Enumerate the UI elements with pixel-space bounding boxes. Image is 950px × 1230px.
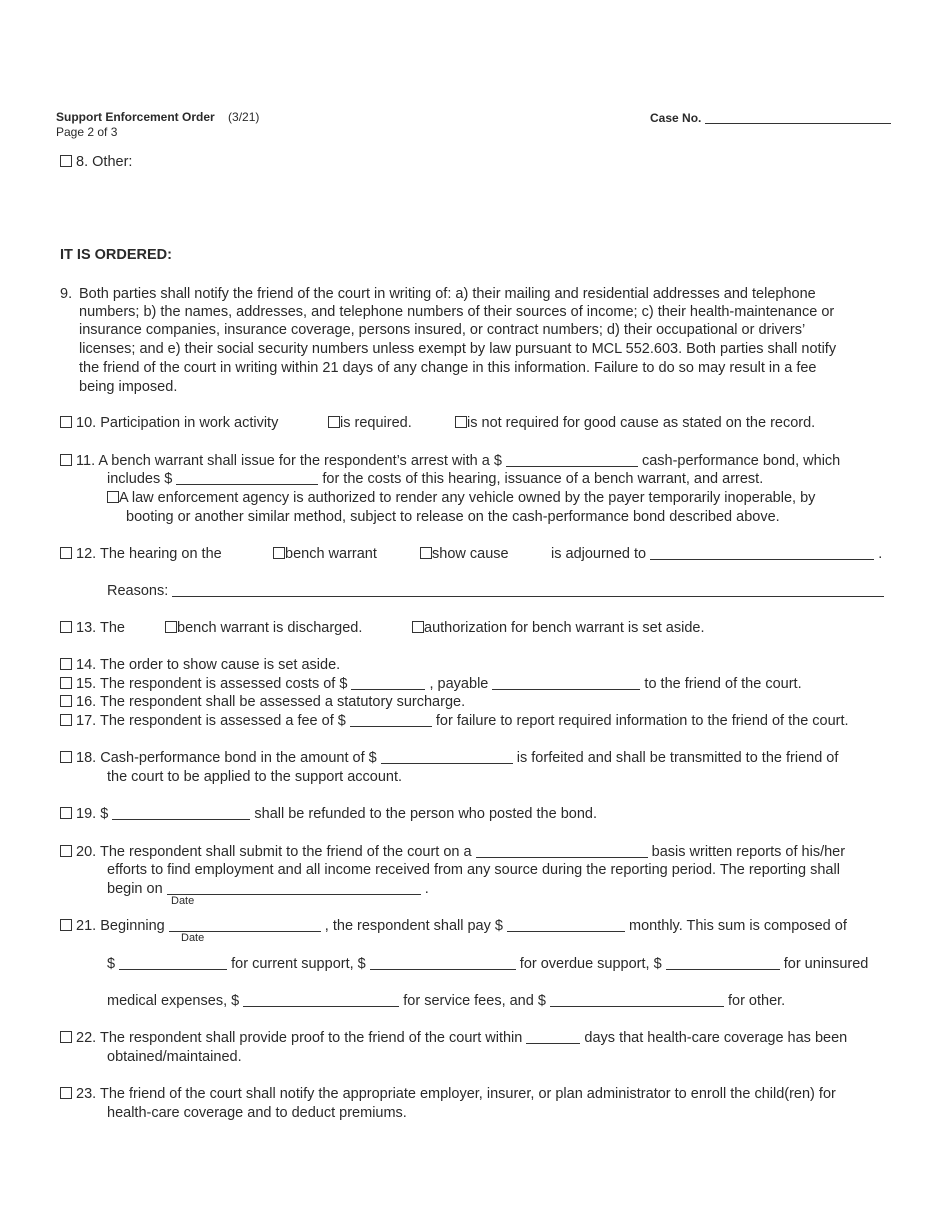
item-10-required-checkbox[interactable] [328,416,340,428]
case-number-row [650,110,891,125]
item-11-sub-line-2: booting or another similar method, subject to release on the cash-performance bond described above. [126,509,780,525]
item-9-line-6: being imposed. [79,379,178,395]
item-8-checkbox[interactable] [60,155,72,167]
item-12-option-bench [273,545,377,563]
item-21-row-3 [107,992,785,1010]
item-13-option-set-aside [412,619,704,637]
bond-amount-field[interactable] [506,453,638,467]
form-version: (3/21) [228,110,260,124]
monthly-amount-field[interactable] [507,918,625,932]
item-20-number: 20. [76,844,97,860]
item-21-text-c: monthly. This sum is composed of [629,918,847,934]
item-17-number: 17. [76,713,97,729]
item-16 [60,693,465,711]
item-11-number: 11. [76,453,96,469]
item-21-medical-label: medical expenses, $ [107,993,240,1009]
page-number: Page 2 of 3 [56,125,118,139]
item-15-text-a: The respondent is assessed costs of $ [99,676,348,692]
item-17-checkbox[interactable] [60,714,72,726]
item-13-option-discharged [165,619,362,637]
item-12-show-cause-label: show cause [432,546,509,562]
current-support-field[interactable] [119,956,227,970]
item-19-dollar: $ [100,806,109,822]
item-17-text-b: for failure to report required information to the friend of the court. [435,713,849,729]
item-13-checkbox[interactable] [60,621,72,633]
item-12-checkbox[interactable] [60,547,72,559]
item-20-line-2: efforts to find employment and all income received from any source during the reporting period. The reporting shall [107,862,840,878]
item-18-line-2: the court to be applied to the support account. [107,769,403,785]
item-12-bench-label: bench warrant [285,546,377,562]
item-17 [60,712,849,730]
item-10-option-not-required [455,414,815,432]
item-15-text-c: to the friend of the court. [644,676,802,692]
item-11-checkbox[interactable] [60,454,72,466]
item-18-number: 18. [76,750,97,766]
item-13-set-aside-label: authorization for bench warrant is set aside. [424,620,705,636]
item-12-option-show-cause [420,545,509,563]
report-basis-field[interactable] [476,844,648,858]
item-21-other-label: for other. [727,993,786,1009]
payable-field[interactable] [492,676,640,690]
header-form-title-row [56,110,259,124]
item-23-line-2: health-care coverage and to deduct premiums. [107,1105,407,1121]
ordered-heading: IT IS ORDERED: [60,247,172,263]
item-22 [60,1029,847,1047]
item-20-checkbox[interactable] [60,845,72,857]
item-21-uninsured-label: for uninsured [783,956,869,972]
item-22-text-b: days that health-care coverage has been [584,1030,848,1046]
item-11-line-2b: for the costs of this hearing, issuance of a bench warrant, and arrest. [322,471,764,487]
item-14 [60,656,340,674]
item-16-checkbox[interactable] [60,695,72,707]
item-21-current-label: for current support, $ [231,956,366,972]
payment-begin-date-field[interactable] [169,918,321,932]
item-12-bench-checkbox[interactable] [273,547,285,559]
item-21-row-2 [107,955,868,973]
item-9-line-4: licenses; and e) their social security numbers unless exempt by law pursuant to MCL 552.603. Both parties shall notify [79,341,837,357]
item-19 [60,805,597,823]
item-20-begin-label: begin on [107,881,163,897]
item-9-line-2: numbers; b) the names, addresses, and telephone numbers of their sources of income; c) their health-maintenance or [79,304,835,320]
item-14-checkbox[interactable] [60,658,72,670]
item-21-date-caption: Date [181,932,205,944]
item-21-service-label: for service fees, and $ [403,993,546,1009]
overdue-support-field[interactable] [370,956,516,970]
case-number-field[interactable] [705,110,891,124]
item-13-text: The [99,620,125,636]
item-22-checkbox[interactable] [60,1031,72,1043]
report-begin-date-field[interactable] [167,881,421,895]
item-20-line-3 [107,880,429,898]
item-12-show-cause-checkbox[interactable] [420,547,432,559]
item-10-not-required-label: is not required for good cause as stated on the record. [467,415,816,431]
item-21 [60,917,847,935]
item-10-number: 10. [76,415,97,431]
item-12 [60,545,222,563]
item-14-number: 14. [76,657,97,673]
item-16-text: The respondent shall be assessed a statutory surcharge. [99,694,466,710]
item-11-sub [107,489,815,507]
item-11-line-2 [107,470,763,488]
item-10-not-required-checkbox[interactable] [455,416,467,428]
item-10-option-required [328,414,412,432]
proof-days-field[interactable] [526,1030,580,1044]
item-21-beginning-label: Beginning [100,918,165,934]
item-9-number: 9. [60,286,73,302]
item-23 [60,1085,836,1103]
item-22-number: 22. [76,1030,97,1046]
item-11-line-1b: cash-performance bond, which [641,453,841,469]
item-11-sub-line-1: A law enforcement agency is authorized to render any vehicle owned by the payer temporarily inoperable, by [119,490,816,506]
item-18-checkbox[interactable] [60,751,72,763]
item-18-text-a: Cash-performance bond in the amount of $ [100,750,377,766]
item-10-text: Participation in work activity [100,415,279,431]
forfeited-bond-field[interactable] [381,750,513,764]
item-21-overdue-label: for overdue support, $ [519,956,662,972]
item-23-text-a: The friend of the court shall notify the appropriate employer, insurer, or plan administrator to enroll the child(ren) for [99,1086,836,1102]
item-15-checkbox[interactable] [60,677,72,689]
case-label: Case No. [650,111,702,125]
reasons-label: Reasons: [107,583,169,599]
item-15-text-b: , payable [429,676,489,692]
item-10-checkbox[interactable] [60,416,72,428]
item-20-period: . [424,881,429,897]
item-21-text-b: , the respondent shall pay $ [324,918,503,934]
item-23-checkbox[interactable] [60,1087,72,1099]
other-amount-field[interactable] [550,993,724,1007]
item-19-text: shall be refunded to the person who posted the bond. [254,806,597,822]
medical-expenses-field[interactable] [243,993,399,1007]
item-11 [60,452,840,470]
item-11-line-1a: A bench warrant shall issue for the respondent’s arrest with a $ [98,453,502,469]
item-17-text-a: The respondent is assessed a fee of $ [99,713,346,729]
item-16-number: 16. [76,694,97,710]
item-12-reasons [107,582,884,600]
item-20-date-caption: Date [171,895,195,907]
item-13-number: 13. [76,620,97,636]
item-15-number: 15. [76,676,97,692]
item-9-line-1: Both parties shall notify the friend of the court in writing of: a) their mailing and residential addresses and telephone [79,286,816,302]
item-18 [60,749,838,767]
fee-amount-field[interactable] [350,713,432,727]
item-9-line-3: insurance companies, insurance coverage, persons insured, or contract numbers; d) their occupational or drivers’ [79,322,806,338]
item-18-text-b: is forfeited and shall be transmitted to the friend of [516,750,839,766]
item-15 [60,675,802,693]
reasons-field[interactable] [172,583,884,597]
item-11-sub-checkbox[interactable] [107,491,119,503]
uninsured-field[interactable] [666,956,780,970]
item-12-period: . [878,546,883,562]
item-21-dollar: $ [107,956,116,972]
item-10-required-label: is required. [340,415,412,431]
item-11-line-2a: includes $ [107,471,173,487]
form-title: Support Enforcement Order [56,110,215,124]
item-13 [60,619,125,637]
item-22-line-2: obtained/maintained. [107,1049,242,1065]
item-8 [60,153,132,171]
adjourned-date-field[interactable] [650,546,874,560]
item-19-checkbox[interactable] [60,807,72,819]
item-20 [60,843,845,861]
item-12-adjourned-label: is adjourned to [551,546,647,562]
item-8-number: 8. [76,154,89,170]
item-12-number: 12. [76,546,97,562]
item-20-text-b: basis written reports of his/her [651,844,846,860]
costs-amount-field[interactable] [351,676,425,690]
item-13-discharged-label: bench warrant is discharged. [177,620,363,636]
item-19-number: 19. [76,806,97,822]
item-20-text-a: The respondent shall submit to the friend of the court on a [99,844,472,860]
item-22-text-a: The respondent shall provide proof to the friend of the court within [99,1030,523,1046]
item-12-adjourned [551,545,882,563]
item-8-text: Other: [92,154,133,170]
item-14-text: The order to show cause is set aside. [99,657,341,673]
item-13-set-aside-checkbox[interactable] [412,621,424,633]
hearing-costs-field[interactable] [176,471,318,485]
item-13-discharged-checkbox[interactable] [165,621,177,633]
item-21-number: 21. [76,918,97,934]
item-21-checkbox[interactable] [60,919,72,931]
refund-amount-field[interactable] [112,806,250,820]
item-10 [60,414,278,432]
item-23-number: 23. [76,1086,97,1102]
item-12-text: The hearing on the [99,546,222,562]
item-9-line-5: the friend of the court in writing within 21 days of any change in this information. Failure to do so may result in a fee [79,360,817,376]
